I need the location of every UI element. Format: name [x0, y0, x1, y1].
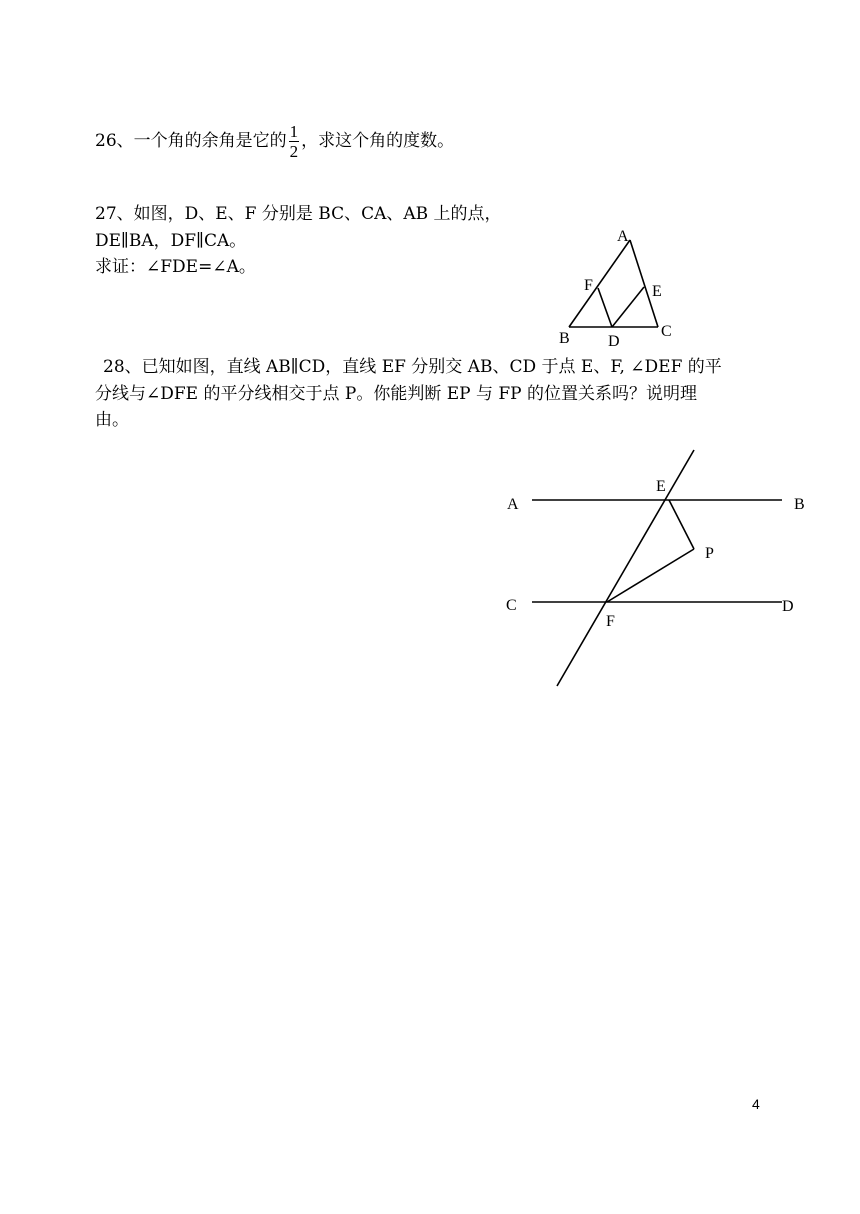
label-d: D [782, 598, 794, 615]
label-b: B [559, 330, 570, 347]
question-27-line-2: DE∥BA，DF∥CA。 [95, 231, 247, 251]
label-a: A [617, 228, 629, 245]
label-e: E [652, 283, 662, 300]
label-c: C [506, 597, 517, 614]
label-a: A [507, 496, 519, 513]
fraction-denominator: 2 [289, 142, 299, 161]
label-p: P [705, 545, 714, 562]
transversal-ef [557, 450, 694, 686]
segment-ep [669, 500, 694, 549]
label-f: F [606, 613, 615, 630]
label-c: C [661, 323, 672, 340]
page-number: 4 [752, 1096, 760, 1112]
question-27-line-1: 27、如图，D、E、F 分别是 BC、CA、AB 上的点， [95, 204, 502, 224]
label-b: B [794, 496, 805, 513]
fraction-numerator: 1 [289, 122, 299, 141]
question-26-text-after: ，求这个角的度数。 [301, 131, 455, 151]
label-d: D [608, 333, 620, 350]
label-f: F [584, 277, 593, 294]
question-28-line-2: 分线与∠DFE 的平分线相交于点 P。你能判断 EP 与 FP 的位置关系吗？说明理 [95, 384, 698, 404]
question-27-line-3: 求证：∠FDE=∠A。 [95, 257, 256, 277]
segment-fp [607, 549, 694, 602]
question-28-line-1: 28、已知如图，直线 AB∥CD，直线 EF 分别交 AB、CD 于点 E、F, ∠DEF 的平 [103, 357, 722, 377]
question-28-line-3: 由。 [95, 410, 129, 430]
label-e: E [656, 478, 666, 495]
question-26-text-before: 26、一个角的余角是它的 [95, 131, 287, 151]
